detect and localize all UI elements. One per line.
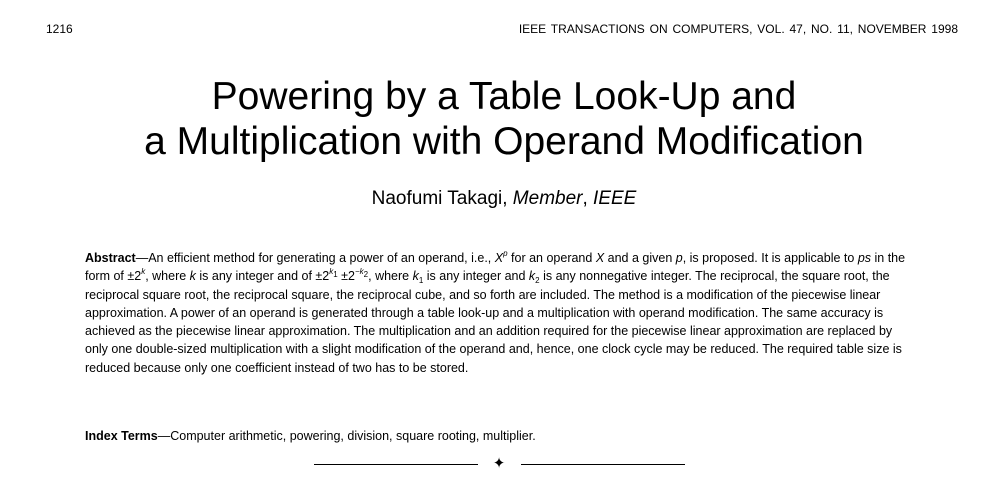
abstract-text-7: is any integer and of ±2 (195, 269, 330, 284)
title-line-2: a Multiplication with Operand Modification (144, 120, 864, 163)
math-k2: k (528, 269, 536, 284)
divider-rule-right (521, 464, 685, 465)
index-terms: Index Terms—Computer arithmetic, powering, division, square rooting, multiplier. (85, 429, 536, 443)
index-terms-label: Index Terms (85, 429, 158, 443)
math-x: X (494, 251, 504, 265)
math-k2-index: 2 (535, 276, 540, 286)
diamond-ornament-icon: ✦ (492, 455, 506, 472)
abstract-text-3: and a given (604, 251, 676, 265)
page-number: 1216 (46, 22, 73, 36)
section-divider (0, 453, 1008, 475)
author-line: Naofumi Takagi, Member, IEEE (371, 188, 637, 209)
abstract-text-2: for an operand (507, 251, 596, 265)
math-k1-index: 1 (418, 276, 424, 286)
abstract: Abstract—An efficient method for generating a power of an operand, i.e., $X^p$ for an operand X and a given p, is proposed. It is applicable to ps in the form of $\pm 2^k$, where k is any integer and of $\pm 2^{k_1} \pm 2^{-k_2}$, where $k_1$ is any integer and $k_2$ is any nonnegative integer. The reciprocal, the square root, the reciprocal square root, the reciprocal square, the reciprocal cube, and so forth are included. The method is a modification of the piecewise linear approximation. A power of an operand is generated through a table look-up and a multiplication with operand modification. The same accuracy is achieved as the piecewise linear approximation. The multiplication and an addition required for the piecewise linear approximation are replaced by only one double-sized multiplication with a slight modification of the operand and, hence, one clock cycle may be reduced. The required table size is reduced because only one coefficient instead of two has to be stored. (85, 249, 906, 375)
paper-title (0, 74, 1008, 164)
abstract-text-4: , is proposed. It is applicable to (682, 251, 858, 265)
abstract-text-6: , where (145, 269, 190, 284)
math-x-2: X (595, 251, 605, 265)
abstract-text-10: is any integer and (423, 269, 529, 284)
math-k: k (189, 269, 196, 284)
author-membership: Member (512, 188, 583, 209)
math-k-sup: k (141, 267, 146, 277)
index-terms-text: Computer arithmetic, powering, division, square rooting, multiplier. (170, 429, 536, 443)
title-line-1: Powering by a Table Look-Up and (211, 75, 797, 118)
math-p: p (675, 251, 683, 265)
abstract-text-1: An efficient method for generating a power of an operand, i.e., (148, 251, 495, 265)
math-p-sup: p (503, 249, 508, 258)
journal-info: IEEE TRANSACTIONS ON COMPUTERS, VOL. 47, NO. 11, NOVEMBER 1998 (518, 22, 958, 36)
math-k1: k (412, 269, 419, 284)
abstract-text-9: , where (368, 269, 413, 284)
math-k2-sub: 2 (363, 270, 369, 280)
math-ps: ps (857, 251, 872, 265)
abstract-text-5: in the form of ±2 (85, 251, 906, 284)
abstract-text-11: is any nonnegative integer. The reciprocal, the square root, the reciprocal square root, the reciprocal square, the reciprocal cube, and so forth are included. The method is a modification of the piecewise linear approximation. A power of an operand is generated through a table look-up and a multiplication with operand modification. The same accuracy is achieved as the piecewise linear approximation. The multiplication and an addition required for the piecewise linear approximation are replaced by only one double-sized multiplication with a slight modification of the operand and, hence, one clock cycle may be reduced. The required table size is reduced because only one coefficient instead of two has to be stored. (85, 269, 902, 375)
divider-rule-left (314, 464, 478, 465)
math-k1-sup: k (329, 267, 334, 277)
author-name: Naofumi Takagi (371, 188, 503, 209)
abstract-text-8: ±2 (337, 269, 355, 284)
math-k1-sub: 1 (333, 270, 338, 280)
running-head (0, 21, 1008, 37)
author-society: IEEE (593, 188, 637, 209)
abstract-label: Abstract (85, 251, 136, 265)
math-neg-k2-sup: −k (355, 267, 364, 277)
